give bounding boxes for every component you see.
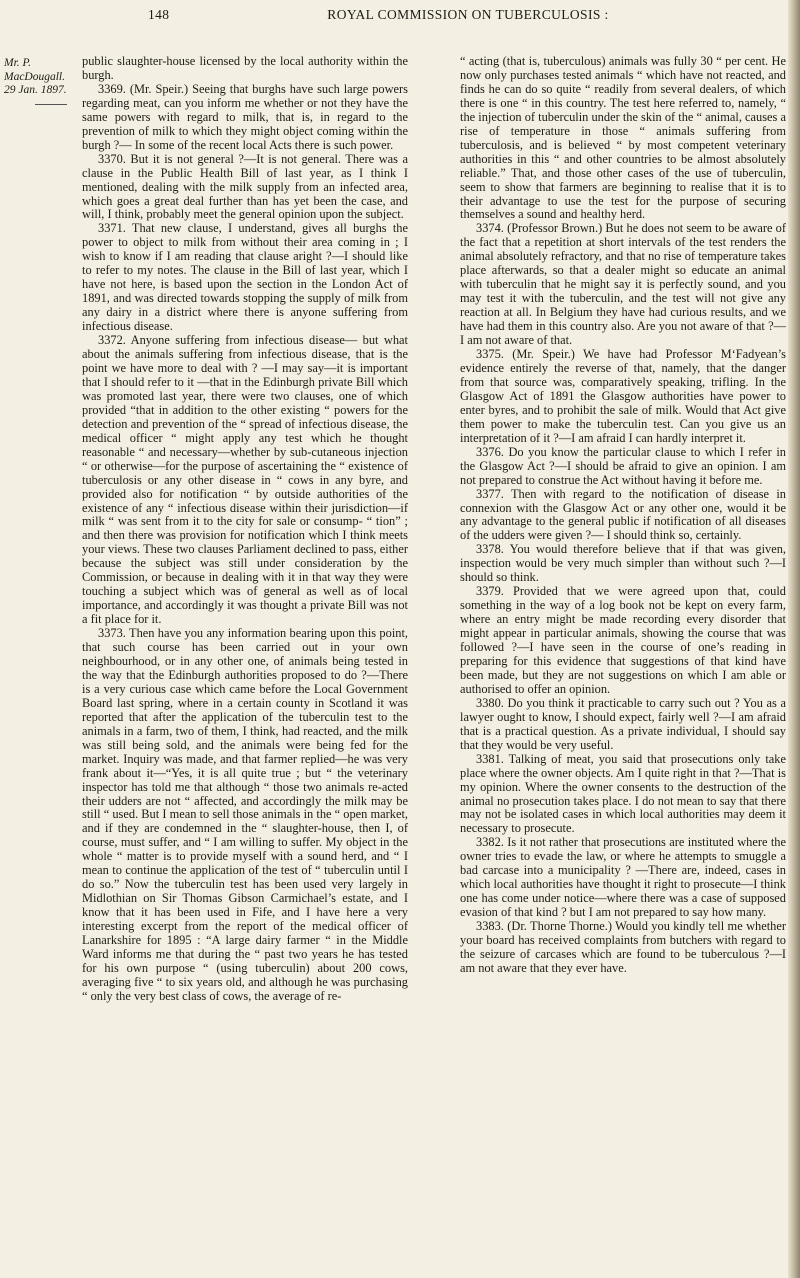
paragraph: 3374. (Professor Brown.) But he does not seem to be aware of the fact that a repetition at short intervals of the test renders the animal absolutely refractory, and that no rise of temperature takes place afterwards, so that a dealer might so educate an animal with tuberculin that he might say it is perfectly sound, and you may test it with the tuberculin, and the test will not give any reaction at all. In Belgium they have had curious results, and we have had them in this country also. Are you not aware of that ?—I am not aware of that. [460, 221, 786, 348]
margin-date: 29 Jan. 1897. [4, 84, 67, 96]
left-column [82, 55, 408, 1004]
paragraph: 3370. But it is not general ?—It is not general. There was a clause in the Public Health Bill of last year, as I think I mentioned, dealing with the milk supply from an infected area, which goes a great deal further than has yet been the case, and will, I think, probably meet the general opinion upon the subject. [82, 151, 408, 222]
paragraph: 3371. That new clause, I understand, gives all burghs the power to object to milk from without their area coming in ; I wish to know if I am reading that clause aright ?—I should like to refer to my notes. The clause in the Bill of last year, which I have not here, is based upon the section in the London Act of 1891, and was directed towards stopping the supply of milk from any dairy in a district where there is anyone suffering from infectious disease. [82, 221, 408, 334]
right-column [460, 55, 786, 976]
paragraph: 3383. (Dr. Thorne Thorne.) Would you kindly tell me whether your board has received complaints from butchers with regard to the seizure of carcases which are found to be tuberculous ?—I am not aware that they ever have. [460, 919, 786, 975]
running-head: ROYAL COMMISSION ON TUBERCULOSIS : [327, 7, 609, 22]
paragraph: 3372. Anyone suffering from infectious disease— but what about the animals suffering from infectious disease, that is the point we have more to deal with ? —I may say—it is important that I should refer to it —that in the Edinburgh private Bill which was promoted last year, there were two clauses, one of which provided “that in addition to the other existing “ powers for the detection and prevention of the “ spread of infectious disease, the medical officer “ might apply any test which he thought reasonable “ and necessary—whether by sub-cutaneous injection “ or otherwise—for the purpose of ascertaining the “ existence of tuberculosis or any other disease in “ cows in any byre, and provided also for notification “ by outside authorities of the existence of any “ infectious disease within their jurisdiction—if milk “ was sent from it to the city for sale or consump- “ tion” ; and then there was provision for notification which I think meets your views. These two clauses Parliament declined to pass, either because the subject was still under consideration by the Commission, or because in dealing with it in that way they were touching a subject which was of general as well as of local importance, and accordingly it was thought a private Bill was not a fit place for it. [82, 333, 408, 627]
paragraph: 3378. You would therefore believe that if that was given, inspection would be very much simpler than without such ?—I should so think. [460, 542, 786, 585]
paragraph: 3381. Talking of meat, you said that prosecutions only take place where the owner objects. Am I quite right in that ?—That is my opinion. Where the owner consents to the destruction of the animal no prosecution takes place. I do not mean to say that there may not be isolated cases in which local authorities may deem it necessary to prosecute. [460, 751, 786, 836]
paragraph: “ acting (that is, tuberculous) animals was fully 30 “ per cent. He now only purchases tested animals “ which have not reacted, and finds he can do so quite “ readily from several dealers, of which there is one “ in this country. The test here referred to, namely, “ the injection of tuberculin under the skin of the “ animal, causes a rise of temperature in those “ animals suffering from tuberculosis, and is believed “ by most competent veterinary authorities in this “ and other countries to be almost absolutely reliable.” That, and those other cases of the use of tuberculin, seem to show that farmers are beginning to realise that it is to their advantage to use the test for the purpose of securing themselves a sound and healthy herd. [460, 54, 786, 222]
page-edge [788, 0, 800, 1278]
paragraph: 3379. Provided that we were agreed upon that, could something in the way of a log book not be kept on every farm, where an entry might be made recording every disorder that might appear in particular animals, showing the course that was followed ?—I have seen in the course of one’s reading in preparing for this evidence that suggestions of that kind have been made, but they are not suggestions on which I am able or authorised to offer an opinion. [460, 584, 786, 696]
paragraph: 3382. Is it not rather that prosecutions are instituted where the owner tries to evade the law, or where he attempts to smuggle a bad carcase into a municipality ? —There are, indeed, cases in which local authorities have thought it right to prosecute—I think one has come under notice—where there was a case of supposed evasion of that kind ? but I am not prepared to say how many. [460, 835, 786, 920]
margin-witness-name: Mr. P. MacDougall. [4, 57, 66, 83]
paragraph: public slaughter-house licensed by the local authority within the burgh. [82, 54, 408, 82]
page-header [148, 7, 788, 29]
margin-rule [35, 104, 67, 105]
paragraph: 3373. Then have you any information bearing upon this point, that such course has been carried out in your own neighbourhood, or in any other one, of animals being tested in the way that the Edinburgh authorities proposed to do ?—There is a very curious case which came before the Local Government Board last spring, where in a certain county in Scotland it was reported that after the application of the tuberculin test to the animals in a farm, two of them, I think, had reacted, and the milk was still being sold, and the animals were being fed for the market. Inquiry was made, and that farmer replied—he was very frank about it—“Yes, it is all quite true ; but “ the veterinary inspector has told me that although “ those two animals re-acted their udders are not “ affected, and accordingly the milk may be still “ used. But I mean to sell those animals in the “ open market, and if they are condemned in the “ slaughter-house, then I, of course, must suffer, and “ I am willing to suffer. My object in the whole “ matter is to provide myself with a sound herd, and “ I mean to continue the application of the test of “ tuberculin until I do so.” Now the tuberculin test has been used very largely in Midlothian on Sir Thomas Gibson Carmichael’s estate, and I know that it has been used in Fife, and I have here a very interesting excerpt from the report of the medical officer of Lanarkshire for 1895 : “A large dairy farmer “ in the Middle Ward informs me that during the “ past two years he has tested for his own purpose “ (using tuberculin) about 200 cows, averaging five “ to six years old, and although he was purchasing “ only the very best class of cows, the average of re- [82, 626, 408, 1003]
paragraph: 3376. Do you know the particular clause to which I refer in the Glasgow Act ?—I should be afraid to give an opinion. I am not prepared to construe the Act without having it before me. [460, 444, 786, 487]
paragraph: 3380. Do you think it practicable to carry such out ? You as a lawyer ought to know, I should expect, fairly well ?—I am afraid that is a practical question. As a private individual, I should say that they would be very useful. [460, 695, 786, 752]
paragraph: 3377. Then with regard to the notification of disease in connexion with the Glasgow Act or any other one, would it be any advantage to the general public if notification of all diseases of the udders were given ?— I should think so, certainly. [460, 486, 786, 543]
paragraph: 3375. (Mr. Speir.) We have had Professor M‘Fadyean’s evidence entirely the reverse of that, namely, that the danger from that source was, comparatively speaking, trifling. In the Glasgow Act of 1891 the Glasgow authorities have power to enter byres, and to prohibit the sale of milk. Would that Act give them power to make the tuberculin test. Can you give us an interpretation of it ?—I am afraid I can hardly interpret it. [460, 347, 786, 445]
page-number: 148 [148, 7, 170, 22]
paragraph: 3369. (Mr. Speir.) Seeing that burghs have such large powers regarding meat, can you inform me whether or not they have the same powers with regard to milk, that is, in regard to the prevention of milk to which they might object coming within the burgh ?— In some of the recent local Acts there is such power. [82, 81, 408, 152]
